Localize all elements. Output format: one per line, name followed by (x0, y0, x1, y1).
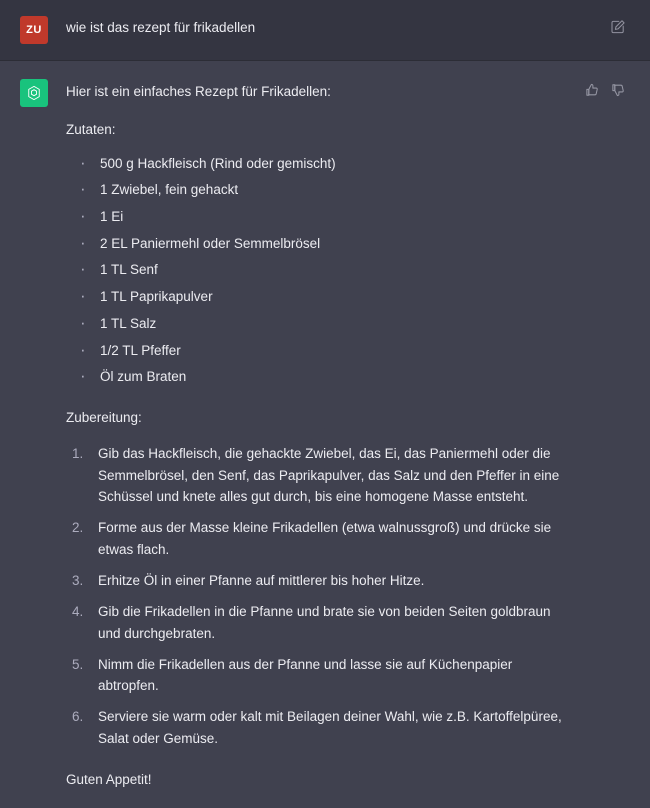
preparation-heading: Zubereitung: (66, 410, 142, 426)
user-message-text: wie ist das rezept für frikadellen (66, 20, 256, 35)
list-item: Serviere sie warm oder kalt mit Beilagen deiner Wahl, wie z.B. Kartoffelpüree, Salat oder Gemüse. (98, 709, 562, 747)
list-item: Gib das Hackfleisch, die gehackte Zwiebel, das Ei, das Paniermehl oder die Semmelbrösel, den Senf, das Paprikapulver, das Salz und den Pfeffer in eine Schüssel und knete alles gut durch, bis eine homogene Masse entsteht. (98, 445, 560, 505)
assistant-avatar (20, 79, 48, 107)
list-item: · 1/2 TL Pfeffer (80, 342, 572, 360)
thumbs-down-icon[interactable] (610, 82, 626, 98)
user-message-body (66, 16, 598, 44)
assistant-message-turn (0, 61, 650, 808)
user-avatar (20, 16, 48, 44)
list-item: · 500 g Hackfleisch (Rind oder gemischt) (80, 155, 572, 173)
ingredients-heading: Zutaten: (66, 122, 116, 138)
user-message-actions (610, 16, 626, 44)
list-item: · 1 Zwiebel, fein gehackt (80, 181, 572, 199)
list-item: · 1 TL Senf (80, 261, 572, 279)
thumbs-up-icon[interactable] (584, 82, 600, 98)
assistant-message-body (66, 79, 572, 790)
list-item: · 1 TL Salz (80, 315, 572, 333)
list-item: Nimm die Frikadellen aus der Pfanne und lasse sie auf Küchenpapier abtropfen. (98, 656, 513, 694)
preparation-steps-list (66, 443, 572, 750)
list-item: Gib die Frikadellen in die Pfanne und brate sie von beiden Seiten goldbraun und durchgebraten. (98, 603, 551, 641)
list-item: · 2 EL Paniermehl oder Semmelbrösel (80, 235, 572, 253)
list-item: · Öl zum Braten (80, 368, 572, 386)
assistant-intro-text: Hier ist ein einfaches Rezept für Frikadellen: (66, 84, 331, 99)
list-item: Forme aus der Masse kleine Frikadellen (etwa walnussgroß) und drücke sie etwas flach. (98, 520, 552, 558)
edit-pencil-icon[interactable] (610, 19, 626, 35)
list-item: · 1 Ei (80, 208, 572, 226)
list-item: Erhitze Öl in einer Pfanne auf mittlerer bis hoher Hitze. (98, 573, 425, 589)
assistant-closing-text: Guten Appetit! (66, 772, 152, 788)
list-item: · 1 TL Paprikapulver (80, 288, 572, 306)
user-message-turn (0, 0, 650, 61)
ingredients-list (66, 155, 572, 387)
assistant-message-actions (584, 79, 626, 790)
user-avatar-initials: ZU (26, 24, 42, 36)
openai-logo-icon (25, 84, 43, 102)
